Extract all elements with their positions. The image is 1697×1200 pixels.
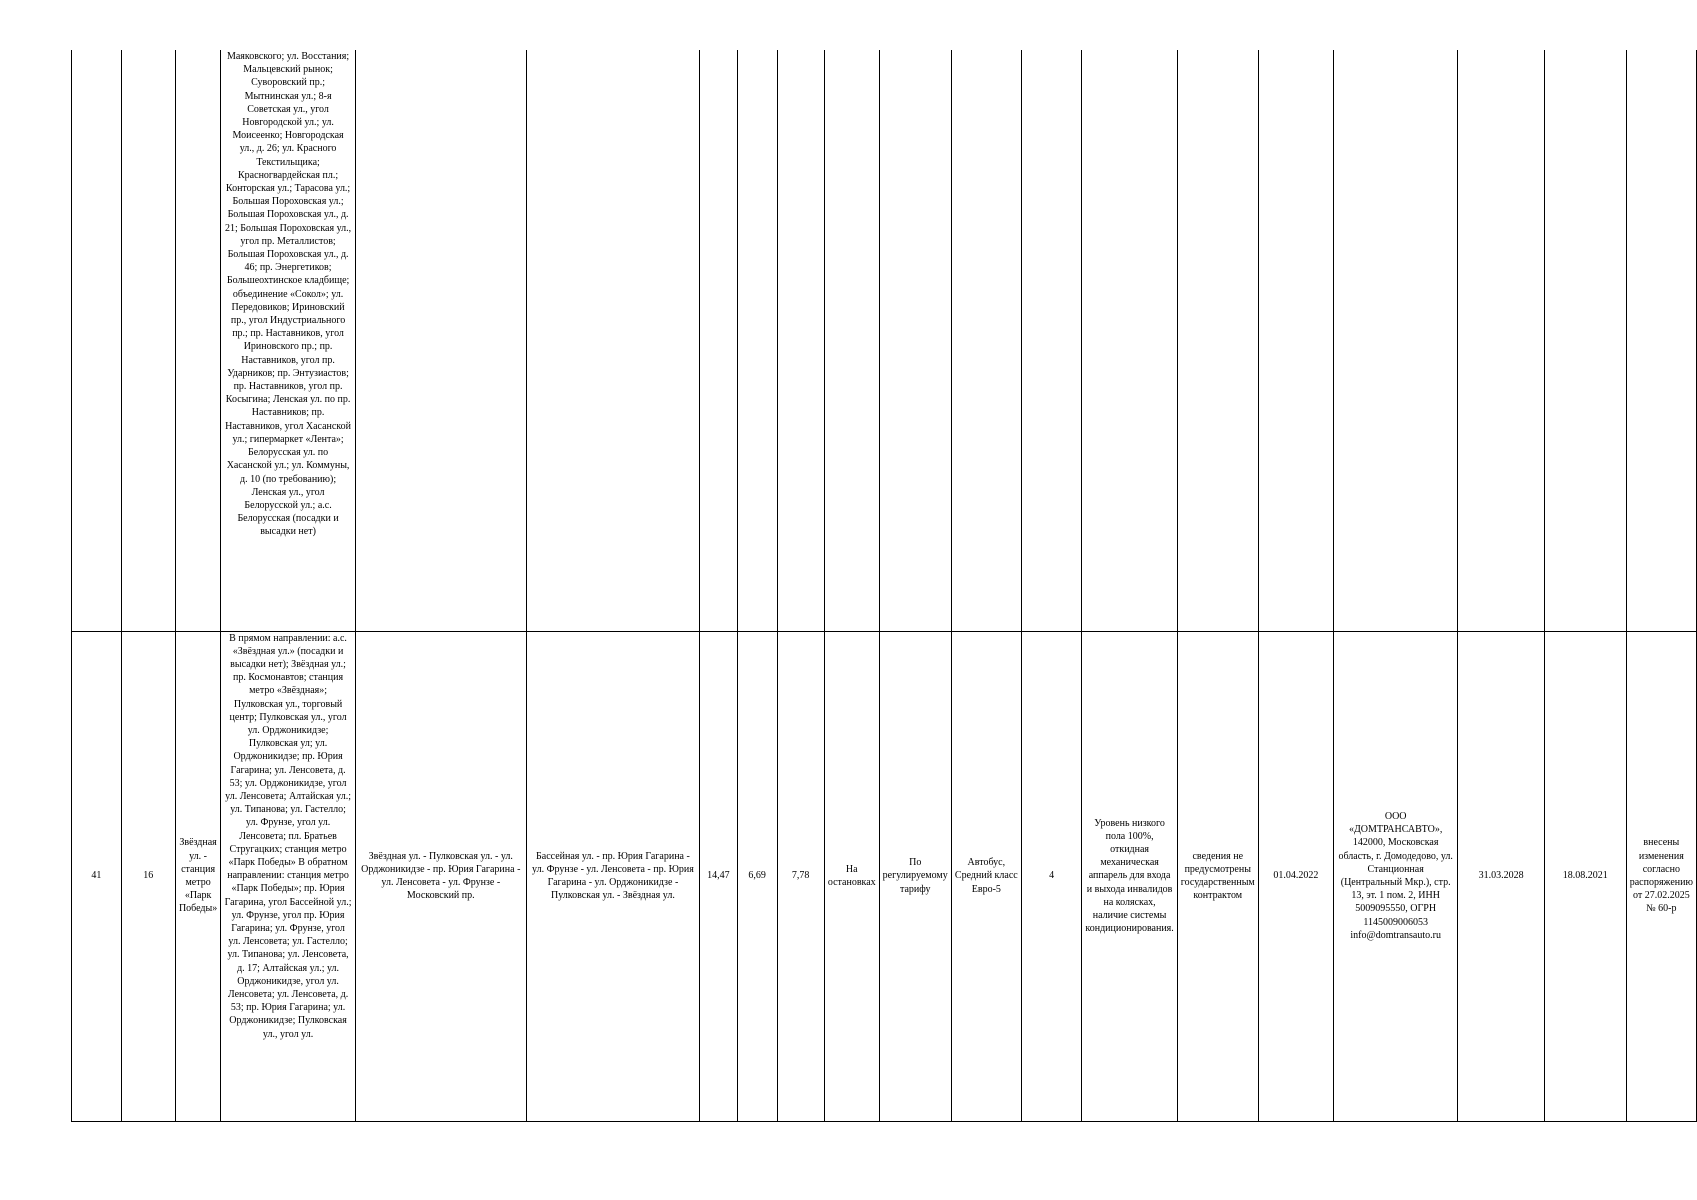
cell-stop-order: На остановках (824, 631, 879, 1121)
cell-contract-info: сведения не предусмотрены государственным контрактом (1177, 631, 1258, 1121)
cell-empty (1458, 50, 1545, 631)
cell-streets-backward: Бассейная ул. - пр. Юрия Гагарина - ул. Фрунзе - ул. Ленсовета - пр. Юрия Гагарина - ул. Орджоникидзе - Пулковская ул. - Звёздная ул. (526, 631, 700, 1121)
cell-length-forward: 6,69 (737, 631, 777, 1121)
cell-empty (737, 50, 777, 631)
cell-reg-number: 41 (72, 631, 122, 1121)
cell-empty (951, 50, 1021, 631)
cell-empty (1334, 50, 1458, 631)
cell-empty (121, 50, 175, 631)
cell-fare: По регулируемому тарифу (879, 631, 951, 1121)
cell-note: внесены изменения согласно распоряжению от 27.02.2025 № 60-р (1626, 631, 1696, 1121)
table-row-route-41 (72, 631, 1697, 1121)
cell-start-date: 01.04.2022 (1258, 631, 1333, 1121)
cell-empty (1544, 50, 1626, 631)
cell-stops: В прямом направлении: а.с. «Звёздная ул.» (посадки и высадки нет); Звёздная ул.; пр. Космонавтов; станция метро «Звёздная»; Пулковская ул., торговый центр; Пулковская ул., угол ул. Орджоникидзе; Пулковская ул; ул. Орджоникидзе; пр. Юрия Гагарина; ул. Ленсовета, д. 53; ул. Орджоникидзе, угол ул. Ленсовета; Алтайская ул.; ул. Типанова; ул. Гастелло; ул. Фрунзе, угол ул. Ленсовета; пл. Братьев Стругацких; станция метро «Парк Победы» В обратном направлении: станция метро «Парк Победы»; пр. Юрия Гагарина, угол Бассейной ул.; ул. Фрунзе, угол пр. Юрия Гагарина; ул. Фрунзе, угол ул. Ленсовета; ул. Гастелло; ул. Типанова; ул. Ленсовета, д. 17; Алтайская ул.; ул. Орджоникидзе, угол ул. Ленсовета; ул. Ленсовета, д. 53; пр. Юрия Гагарина; ул. Орджоникидзе; Пулковская ул., угол ул. (221, 631, 356, 1121)
cell-empty (777, 50, 824, 631)
cell-empty (175, 50, 220, 631)
cell-empty (355, 50, 526, 631)
cell-route-number: 16 (121, 631, 175, 1121)
cell-stops-continued: Маяковского; ул. Восстания; Мальцевский рынок; Суворовский пр.; Мытнинская ул.; 8-я Советская ул., угол Новгородской ул.; ул. Моисеенко; Новгородская ул., д. 26; ул. Красного Текстильщика; Красногвардейская пл.; Конторская ул.; Тарасова ул.; Большая Пороховская ул.; Большая Пороховская ул., д. 21; Большая Пороховская ул., угол пр. Металлистов; Большая Пороховская ул., д. 46; пр. Энергетиков; Большеохтинское кладбище; объединение «Сокол»; ул. Передовиков; Ириновский пр., угол Индустриального пр.; пр. Наставников, угол Ириновского пр.; пр. Наставников, угол пр. Ударников; пр. Энтузиастов; пр. Наставников, угол пр. Косыгина; Ленская ул. по пр. Наставников; пр. Наставников, угол Хасанской ул.; гипермаркет «Лента»; Белорусская ул. по Хасанской ул.; ул. Коммуны, д. 10 (по требованию); Ленская ул., угол Белорусской ул.; а.с. Белорусская (посадки и высадки нет) (221, 50, 356, 631)
cell-carrier: ООО «ДОМТРАНСАВТО», 142000, Московская область, г. Домодедово, ул. Станционная (Центральный Мкр.), стр. 13, эт. 1 пом. 2, ИНН 5009095550, ОГРН 1145009006053 info@domtransauto.ru (1334, 631, 1458, 1121)
cell-streets-forward: Звёздная ул. - Пулковская ул. - ул. Орджоникидзе - пр. Юрия Гагарина - ул. Ленсовета - ул. Фрунзе - Московский пр. (355, 631, 526, 1121)
cell-empty (1626, 50, 1696, 631)
cell-route-name: Звёздная ул. - станция метро «Парк Победы» (175, 631, 220, 1121)
cell-characteristics: Уровень низкого пола 100%, откидная механическая аппарель для входа и выхода инвалидов на колясках, наличие системы кондиционирования. (1082, 631, 1177, 1121)
cell-empty (1258, 50, 1333, 631)
cell-vehicle-count: 4 (1021, 631, 1082, 1121)
cell-empty (879, 50, 951, 631)
cell-empty (700, 50, 737, 631)
routes-register-table (71, 50, 1697, 1122)
cell-empty (526, 50, 700, 631)
cell-end-date: 31.03.2028 (1458, 631, 1545, 1121)
cell-empty (1177, 50, 1258, 631)
cell-vehicle: Автобус, Средний класс Евро-5 (951, 631, 1021, 1121)
cell-empty (72, 50, 122, 631)
cell-length-backward: 7,78 (777, 631, 824, 1121)
cell-record-date: 18.08.2021 (1544, 631, 1626, 1121)
cell-empty (1082, 50, 1177, 631)
cell-empty (824, 50, 879, 631)
cell-length-total: 14,47 (700, 631, 737, 1121)
cell-empty (1021, 50, 1082, 631)
table-row-continued (72, 50, 1697, 631)
